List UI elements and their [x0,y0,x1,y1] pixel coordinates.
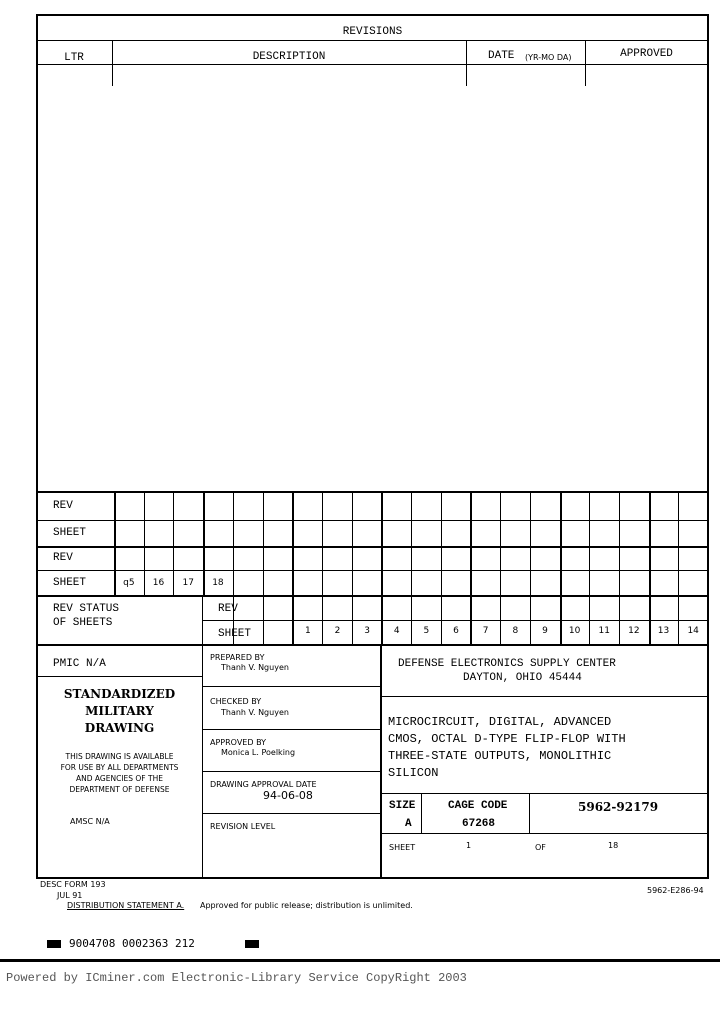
agency-line2: DAYTON, OHIO 45444 [463,672,582,684]
col-approved: APPROVED [620,48,673,60]
divider [36,520,709,521]
sheet-number: 5 [423,626,430,636]
divider [529,793,530,833]
divider [421,793,422,833]
sheet-number: 8 [512,626,519,636]
divider [203,686,381,687]
sheet-number: 11 [598,626,610,636]
grid-sheet-number: q5 [123,578,135,588]
col-date-format: (YR-MO DA) [525,53,572,62]
agency-line1: DEFENSE ELECTRONICS SUPPLY CENTER [398,658,616,670]
divider [112,40,113,86]
doc-code: 5962-E286-94 [647,886,704,895]
divider [381,833,709,834]
col-date: DATE [488,50,515,62]
divider [381,492,383,644]
divider [202,595,203,879]
grid-sheet-number: 17 [182,578,194,588]
grid-row-label: SHEET [53,527,87,539]
divider [36,570,709,571]
sheet-number: 13 [657,626,670,636]
barcode-block [245,940,259,948]
of-value: 18 [608,841,619,850]
checked-name: Thanh V. Nguyen [221,708,289,717]
revision-level-label: REVISION LEVEL [210,822,276,831]
sheet-value: 1 [466,841,472,850]
smd-line: MILITARY [85,704,154,718]
divider [36,40,709,41]
divider [36,64,709,65]
col-ltr: LTR [64,52,84,64]
sheet-number: 6 [453,626,459,636]
powered-by: Powered by ICminer.com Electronic-Library Service CopyRight 2003 [6,971,467,985]
divider [203,771,381,772]
divider [500,492,501,644]
availability-note [36,751,203,795]
divider [36,491,709,493]
of-label: OF [535,843,546,852]
divider [36,546,709,548]
drawing-number: 5962-92179 [578,800,659,814]
divider [560,492,562,644]
approval-date: 94-06-08 [263,789,313,802]
form-number: DESC FORM 193 [40,880,106,889]
divider [585,40,586,86]
divider [380,644,382,879]
approved-label: APPROVED BY [210,738,267,747]
sheet-number: 4 [393,626,400,636]
divider [36,644,709,646]
rev-status-label: REV STATUS [53,603,120,615]
checked-label: CHECKED BY [210,697,262,706]
title-line: CMOS, OCTAL D-TYPE FLIP-FLOP WITH [388,732,626,746]
sheet-number: 3 [364,626,370,636]
divider [292,595,294,644]
grid-sheet-number: 16 [152,578,165,588]
size-value: A [405,818,412,830]
divider [203,813,381,814]
title-line: MICROCIRCUIT, DIGITAL, ADVANCED [388,715,612,729]
sheet-number: 12 [628,626,640,636]
barcode-number: 9004708 0002363 212 [69,937,195,950]
amsc: AMSC N/A [70,817,110,826]
divider [0,959,720,962]
divider [708,492,709,644]
col-description: DESCRIPTION [252,51,326,63]
divider [381,793,709,794]
sheet-number: 2 [334,626,341,636]
grid-row-label: REV [53,500,73,512]
divider [381,696,709,697]
pmic: PMIC N/A [53,658,106,670]
note-line: DEPARTMENT OF DEFENSE [69,785,170,794]
divider [36,676,203,677]
sheet-number: 9 [542,626,548,636]
divider [203,620,709,621]
divider [470,492,472,644]
prepared-label: PREPARED BY [210,653,265,662]
sheet-number: 1 [304,626,311,636]
form-date: JUL 91 [57,891,83,900]
barcode-block [47,940,61,948]
smd-line: STANDARDIZED [63,687,176,701]
sheet-label: SHEET [218,628,252,640]
drawing-title [388,714,626,782]
divider [589,492,590,644]
divider [36,595,709,597]
divider [411,492,412,644]
distribution-label: DISTRIBUTION STATEMENT A. [67,901,185,910]
note-line: FOR USE BY ALL DEPARTMENTS [60,763,179,772]
cage-value: 67268 [462,818,496,830]
prepared-name: Thanh V. Nguyen [221,663,289,672]
sheet-number: 10 [568,626,581,636]
rev-label: REV [218,603,238,615]
divider [322,492,323,644]
divider [233,492,234,644]
approval-date-label: DRAWING APPROVAL DATE [210,780,317,789]
grid-sheet-number: 18 [212,578,224,588]
smd-title [36,686,203,737]
grid-row-label: REV [53,552,73,564]
sheet-label: SHEET [389,843,416,852]
title-line: THREE-STATE OUTPUTS, MONOLITHIC [388,749,612,763]
divider [466,40,467,86]
sheet-number: 14 [687,626,699,636]
smd-line: DRAWING [84,721,155,735]
divider [619,492,620,644]
divider [352,492,353,644]
note-line: AND AGENCIES OF THE [76,774,163,783]
divider [441,492,442,644]
size-label: SIZE [389,800,416,812]
note-line: THIS DRAWING IS AVAILABLE [65,752,174,761]
divider [678,492,679,644]
divider [203,729,381,730]
approved-name: Monica L. Poelking [221,748,296,757]
rev-status-label: OF SHEETS [53,617,113,629]
cage-label: CAGE CODE [448,800,508,812]
divider [263,492,264,644]
sheet-number: 7 [482,626,489,636]
distribution-text: Approved for public release; distribution is unlimited. [200,901,413,910]
divider [530,492,531,644]
title-line: SILICON [388,766,439,780]
revisions-title: REVISIONS [342,26,403,38]
grid-row-label: SHEET [53,576,87,589]
divider [649,492,651,644]
